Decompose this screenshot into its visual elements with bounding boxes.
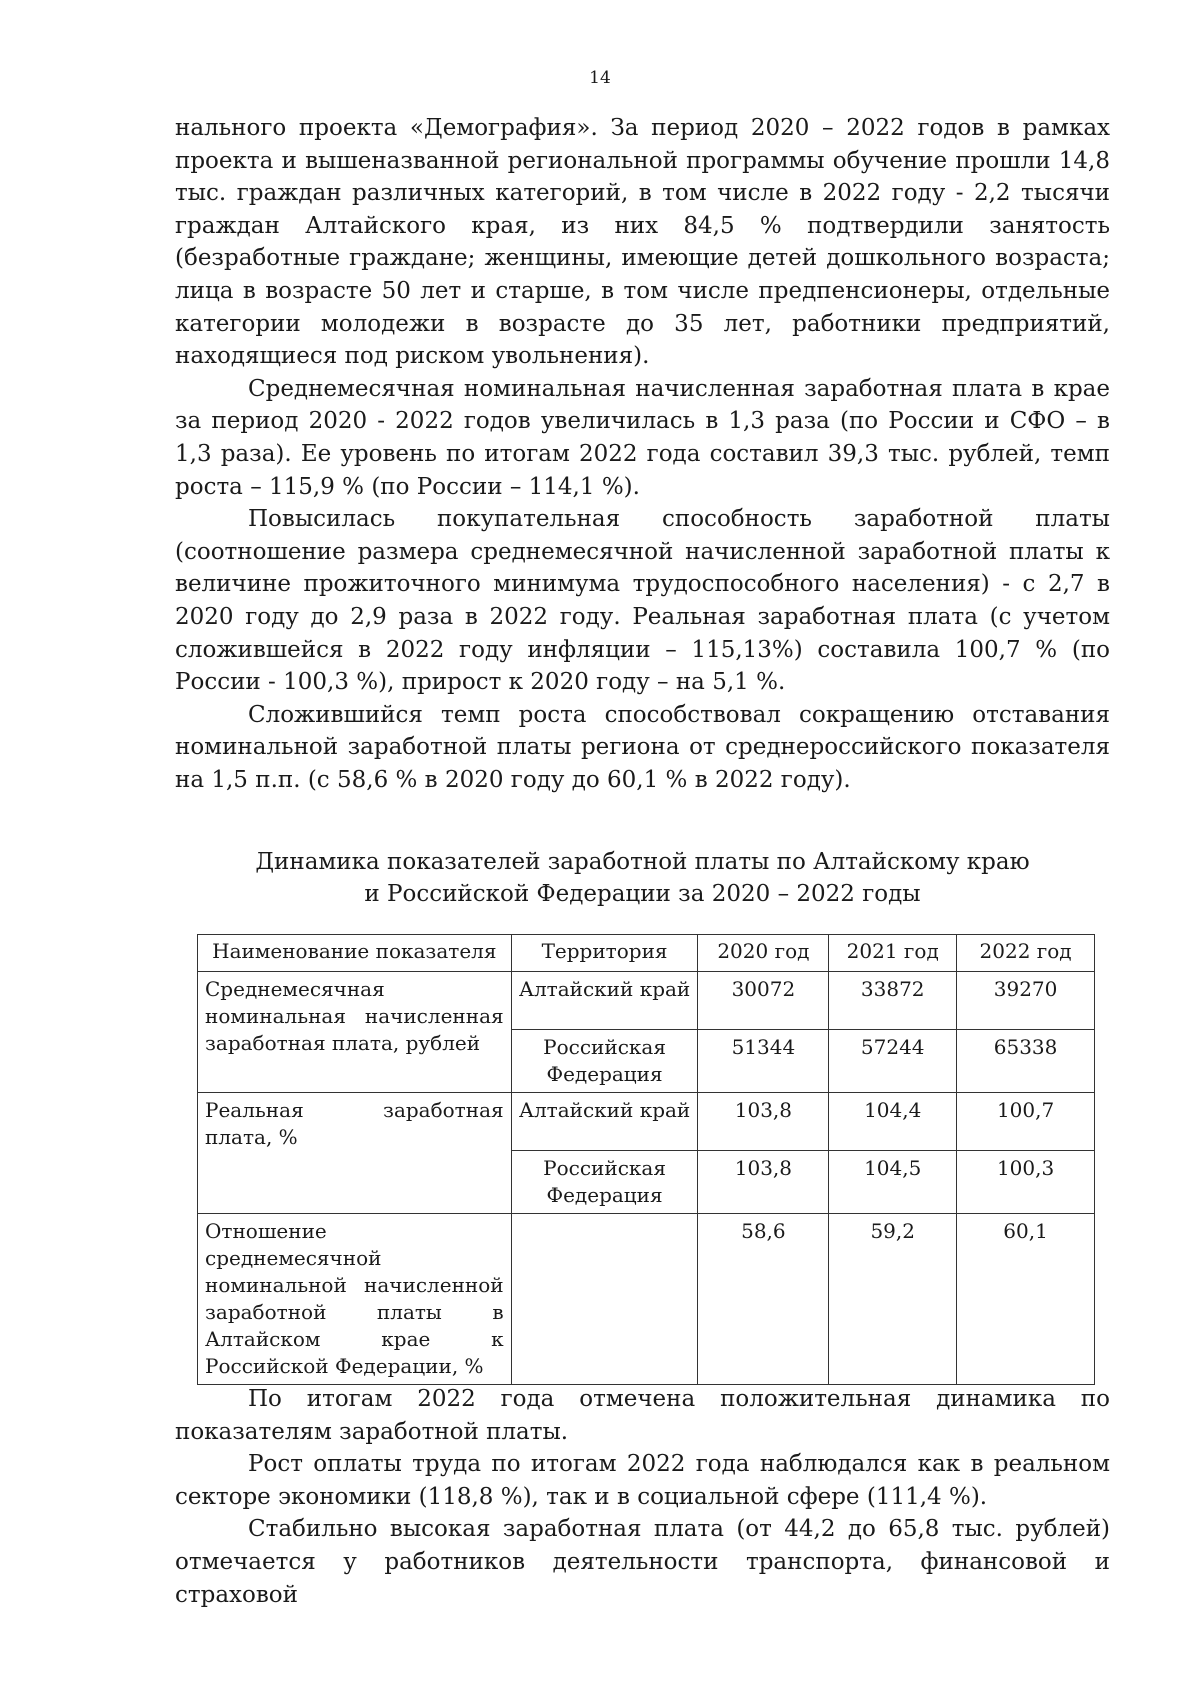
value-cell: 103,8	[698, 1093, 829, 1151]
value-cell: 104,4	[829, 1093, 957, 1151]
body-text-top	[175, 112, 1110, 796]
page-number: 14	[589, 68, 611, 88]
indicator-cell: Реальная заработная плата, %	[198, 1093, 512, 1214]
table-row	[198, 1093, 1095, 1151]
header-year-2021: 2021 год	[829, 935, 957, 972]
paragraph-high-wage-sectors: Стабильно высокая заработная плата (от 44,2 до 65,8 тыс. рублей) отмечается у работников деятельности транспорта, финансовой и страховой	[175, 1516, 1110, 1608]
value-cell: 33872	[829, 972, 957, 1030]
territory-cell	[511, 1214, 698, 1385]
indicator-cell: Среднемесячная номинальная начисленная заработная плата, рублей	[198, 972, 512, 1093]
value-cell: 100,7	[957, 1093, 1095, 1151]
header-year-2022: 2022 год	[957, 935, 1095, 972]
value-cell: 100,3	[957, 1151, 1095, 1214]
header-year-2020: 2020 год	[698, 935, 829, 972]
paragraph-positive-dynamics: По итогам 2022 года отмечена положительная динамика по показателям заработной платы.	[175, 1386, 1110, 1445]
value-cell: 58,6	[698, 1214, 829, 1385]
header-indicator: Наименование показателя	[198, 935, 512, 972]
table-row	[198, 1214, 1095, 1385]
body-text-bottom	[175, 1383, 1110, 1611]
territory-cell: Российская Федерация	[511, 1151, 698, 1214]
value-cell: 59,2	[829, 1214, 957, 1385]
value-cell: 103,8	[698, 1151, 829, 1214]
value-cell: 51344	[698, 1030, 829, 1093]
territory-cell: Алтайский край	[511, 1093, 698, 1151]
value-cell: 65338	[957, 1030, 1095, 1093]
table-caption	[175, 846, 1110, 910]
paragraph-purchasing-power: Повысилась покупательная способность заработной платы (соотношение размера среднемесячной начисленной заработной платы к величине прожиточного минимума трудоспособного населения) - с 2,7 в 2020 году до 2,9 раза в 2022 году. Реальная заработная плата (с учетом сложившейся в 2022 году инфляции – 115,13%) составила 100,7 % (по России - 100,3 %), прирост к 2020 году – на 5,1 %.	[175, 506, 1110, 696]
territory-cell: Алтайский край	[511, 972, 698, 1030]
value-cell: 57244	[829, 1030, 957, 1093]
table-row	[198, 972, 1095, 1030]
indicator-cell: Отношение среднемесячной номинальной начисленной заработной платы в Алтайском крае к Российской Федерации, %	[198, 1214, 512, 1385]
value-cell: 39270	[957, 972, 1095, 1030]
table-caption-line-2: и Российской Федерации за 2020 – 2022 годы	[364, 881, 921, 907]
territory-cell: Российская Федерация	[511, 1030, 698, 1093]
wage-dynamics-table	[197, 934, 1095, 1385]
header-territory: Территория	[511, 935, 698, 972]
value-cell: 30072	[698, 972, 829, 1030]
table-caption-line-1: Динамика показателей заработной платы по Алтайскому краю	[255, 849, 1030, 875]
value-cell: 60,1	[957, 1214, 1095, 1385]
value-cell: 104,5	[829, 1151, 957, 1214]
paragraph-gap-reduction: Сложившийся темп роста способствовал сокращению отставания номинальной заработной платы региона от среднероссийского показателя на 1,5 п.п. (с 58,6 % в 2020 году до 60,1 % в 2022 году).	[175, 701, 1110, 793]
paragraph-average-wage: Среднемесячная номинальная начисленная заработная плата в крае за период 2020 - 2022 годов увеличилась в 1,3 раза (по России и СФО – в 1,3 раза). Ее уровень по итогам 2022 года составил 39,3 тыс. рублей, темп роста – 115,9 % (по России – 114,1 %).	[175, 375, 1110, 500]
paragraph-wage-growth-sectors: Рост оплаты труда по итогам 2022 года наблюдался как в реальном секторе экономики (118,8 %), так и в социальной сфере (111,4 %).	[175, 1451, 1110, 1510]
table-header-row	[198, 935, 1095, 972]
paragraph-continuation: нального проекта «Демография». За период 2020 – 2022 годов в рамках проекта и вышеназванной региональной программы обучение прошли 14,8 тыс. граждан различных категорий, в том числе в 2022 году - 2,2 тысячи граждан Алтайского края, из них 84,5 % подтвердили занятость (безработные граждане; женщины, имеющие детей дошкольного возраста; лица в возрасте 50 лет и старше, в том числе предпенсионеры, отдельные категории молодежи в возрасте до 35 лет, работники предприятий, находящиеся под риском увольнения).	[175, 115, 1110, 370]
